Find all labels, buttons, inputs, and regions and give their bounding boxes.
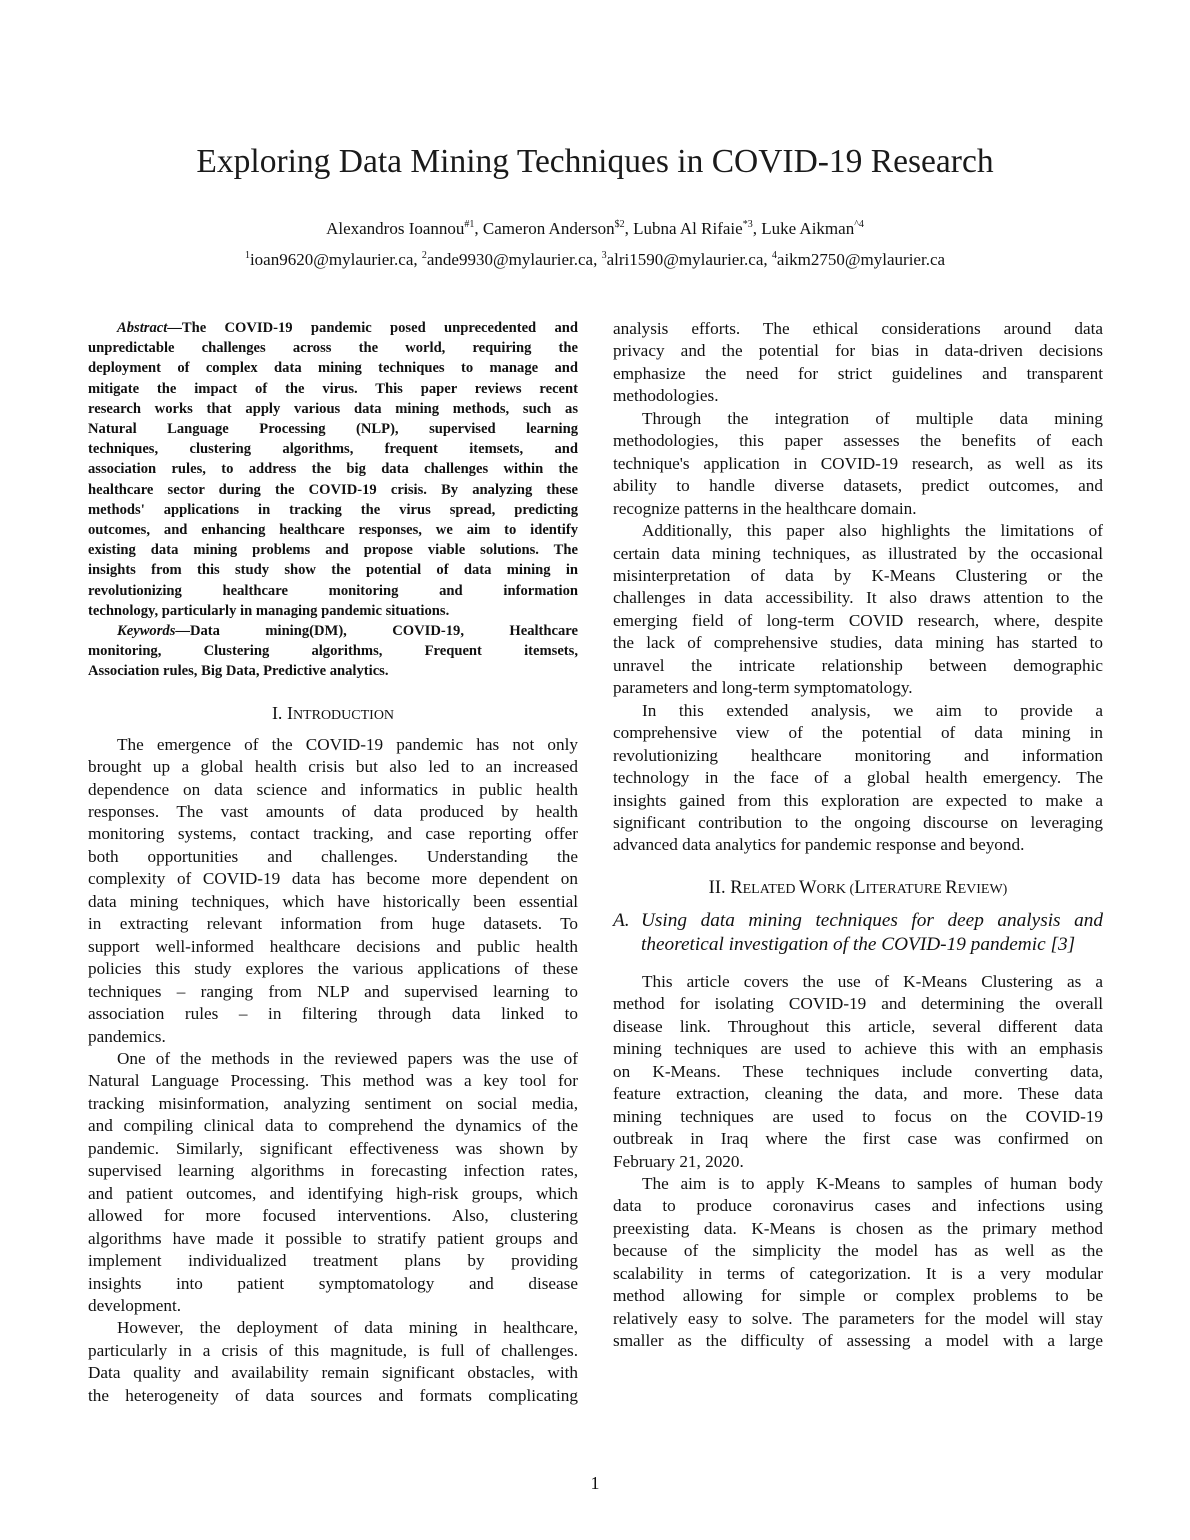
email-address: alri1590@mylaurier.ca	[606, 250, 764, 269]
page-number: 1	[590, 1473, 600, 1493]
author-emails: $^1$ioan9620@mylaurier.ca, $^2$ande9930@mylaurier.ca, $^3$alri1590@mylaurier.ca, $^4$aikm2750@mylaurier.ca	[244, 250, 946, 269]
paragraph: One of the methods in the reviewed papers was the use of Natural Language Processing. This method was a key tool for tracking misinformation, analyzing sentiment on social media, and compiling clinical data to comprehend the dynamics of the pandemic. Similarly, significant effectiveness was shown by supervised learning algorithms in forecasting infection rates, and patient outcomes, and identifying high-risk groups, which allowed for more focused interventions. Also, clustering algorithms have made it possible to stratify patient groups and implement individualized treatment plans by providing insights into patient symptomatology and disease development.	[88, 1049, 578, 1315]
author-name: Alexandros Ioannou	[326, 219, 465, 238]
author-name: Cameron Anderson	[482, 219, 615, 238]
section-heading-related-work: II. RELATED WORK (LITERATURE REVIEW)	[708, 877, 1008, 898]
paragraph: The aim is to apply K-Means to samples of human body data to produce coronavirus cases and infections using preexisting data. K-Means is chosen as the primary method because of the simplicity the model has as well as the scalability in terms of categorization. It is a very modular method allowing for simple or complex problems to be relatively easy to solve. The parameters for the model will stay smaller as the difficulty of assessing a model with a large	[613, 1173, 1103, 1351]
author-mark: ^4	[854, 219, 864, 230]
paragraph: Additionally, this paper also highlights the limitations of certain data mining techniques, as illustrated by the occasional misinterpretation of data by K-Means Clustering or the challenges in data accessibility. It also draws attention to the emerging field of long-term COVID research, where, despite the lack of comprehensive studies, data mining has started to unravel the intricate relationship between demographic parameters and long-term symptomatology.	[613, 521, 1103, 698]
abstract: Abstract—The COVID-19 pandemic posed unprecedented and unpredictable challenges across the world, requiring the deployment of complex data mining techniques to manage and mitigate the impact of the virus. This paper reviews recent research works that apply various data mining methods, such as Natural Language Processing (NLP), supervised learning techniques, clustering algorithms, frequent itemsets, and association rules, to address the big data challenges within the healthcare sector during the COVID-19 crisis. By analyzing these methods' applications in tracking the virus spread, predicting outcomes, and enhancing healthcare responses, we aim to identify existing data mining problems and propose viable solutions. The insights from this study show the potential of data mining in revolutionizing healthcare monitoring and information technology, particularly in managing pandemic situations.	[88, 320, 578, 619]
paragraph: analysis efforts. The ethical considerations around data privacy and the potential for bias in data-driven decisions emphasize the need for strict guidelines and transparent methodologies.	[613, 319, 1103, 406]
left-column	[88, 318, 578, 1407]
subsection-letter: A.	[613, 909, 630, 931]
email-mark: 1	[244, 250, 250, 261]
paragraph: However, the deployment of data mining in healthcare, particularly in a crisis of this magnitude, is full of challenges. Data quality and availability remain significant obstacles, with the heterogeneity of data sources and formats complicating	[88, 1318, 578, 1405]
author-mark: $2	[614, 219, 625, 230]
email-address: ande9930@mylaurier.ca	[426, 250, 594, 269]
paragraph: This article covers the use of K-Means Clustering as a method for isolating COVID-19 and determining the overall disease link. Throughout this article, several different data mining techniques are used to achieve this with an emphasis on K-Means. These techniques include converting data, feature extraction, cleaning the data, and more. These data mining techniques are used to focus on the COVID-19 outbreak in Iraq where the first case was confirmed on February 21, 2020.	[613, 971, 1103, 1171]
author-name: Luke Aikman	[761, 219, 855, 238]
email-address: ioan9620@mylaurier.ca	[249, 250, 414, 269]
subsection-heading	[613, 909, 1103, 957]
section-heading-introduction: I. INTRODUCTION	[271, 702, 395, 723]
author-list: Alexandros Ioannou$^{\#1}$, Cameron Anderson$^{\$2}$, Lubna Al Rifaie$^{*3}$, Luke Aikman$^{\^{}4}$	[326, 219, 864, 238]
author-mark: *3	[742, 219, 753, 230]
email-address: aikm2750@mylaurier.ca	[776, 250, 946, 269]
keywords: Keywords—Data mining(DM), COVID-19, Healthcare monitoring, Clustering algorithms, Frequent itemsets, Association rules, Big Data, Predictive analytics.	[88, 623, 578, 680]
paragraph: In this extended analysis, we aim to provide a comprehensive view of the potential of data mining in revolutionizing healthcare monitoring and information technology in the face of a global health emergency. The insights gained from this exploration are expected to make a significant contribution to the ongoing discourse on leveraging advanced data analytics for pandemic response and beyond.	[613, 700, 1103, 855]
email-mark: 2	[421, 250, 427, 261]
paper-title: Exploring Data Mining Techniques in COVID-19 Research	[196, 143, 994, 180]
paragraph: Through the integration of multiple data mining methodologies, this paper assesses the benefits of each technique's application in COVID-19 research, as well as its ability to handle diverse datasets, predict outcomes, and recognize patterns in the healthcare domain.	[613, 408, 1103, 518]
email-mark: 4	[771, 250, 777, 261]
author-name: Lubna Al Rifaie	[633, 219, 743, 238]
email-mark: 3	[601, 250, 607, 261]
paragraph: The emergence of the COVID-19 pandemic has not only brought up a global health crisis but also led to an increased dependence on data science and informatics in public health responses. The vast amounts of data produced by health monitoring systems, contact tracking, and case reporting offer both opportunities and challenges. Understanding the complexity of COVID-19 data has become more dependent on data mining techniques, which have historically been essential in extracting relevant information from huge datasets. To support well-informed healthcare decisions and public health policies this study explores the various applications of these techniques – ranging from NLP and supervised learning to association rules – in filtering through data linked to pandemics.	[88, 734, 578, 1046]
abstract-label: Abstract	[117, 320, 168, 336]
author-mark: #1	[464, 219, 475, 230]
right-column	[613, 318, 1103, 1353]
keywords-label: Keywords	[117, 623, 176, 640]
subsection-title: Using data mining techniques for deep analysis and theoretical investigation of the COVID-19 pandemic [3]	[641, 909, 1103, 955]
